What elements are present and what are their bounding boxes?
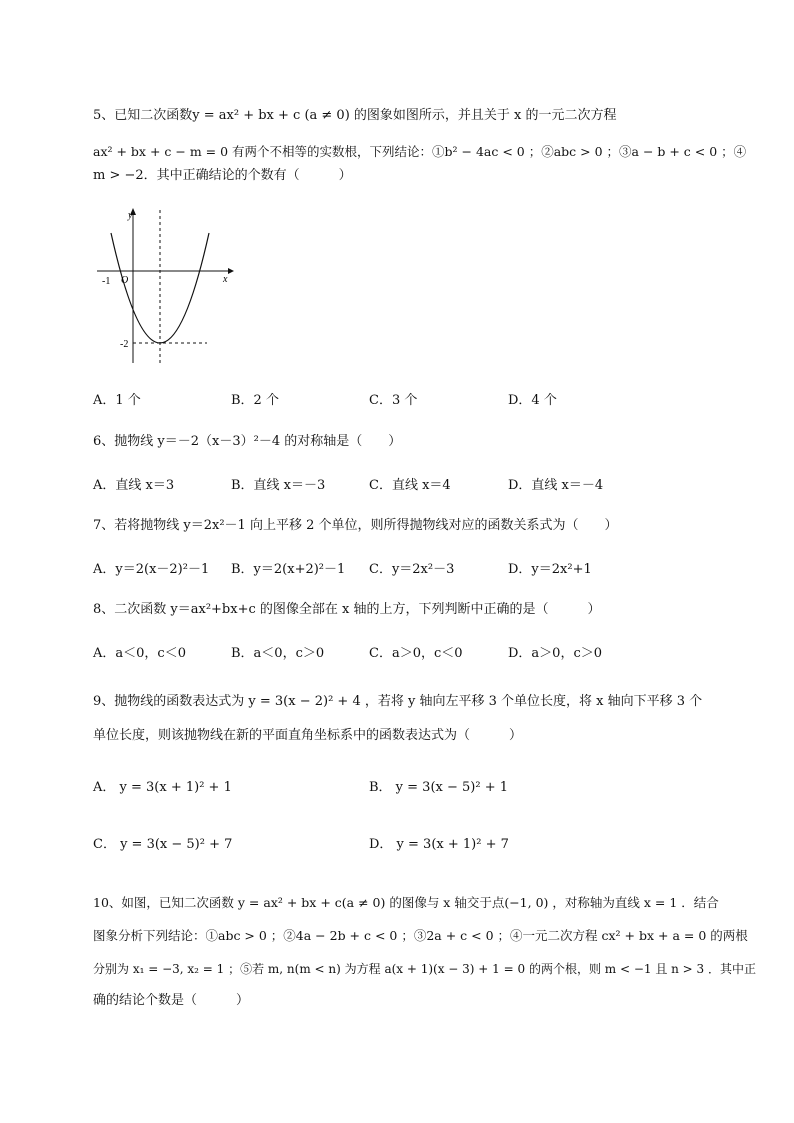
q6-stem: 6、抛物线 y＝－2（x－3）²－4 的对称轴是（ ） [93, 434, 402, 449]
q9-option-b[interactable]: B． y = 3(x − 5)² + 1 [369, 780, 509, 795]
q5-stem-line1: 5、已知二次函数y = ax² + bx + c (a ≠ 0) 的图象如图所示，并且关于 x 的一元二次方程 [93, 108, 617, 123]
q9-stem-line2: 单位长度，则该抛物线在新的平面直角坐标系中的函数表达式为（ ） [93, 728, 523, 743]
y-axis-label: y [128, 210, 133, 221]
q5-option-b[interactable]: B．2 个 [231, 393, 279, 408]
q5-stem-line2: ax² + bx + c − m = 0 有两个不相等的实数根，下列结论：①b² − 4ac < 0 ；②abc > 0 ；③a − b + c < 0 ；④ [93, 144, 747, 159]
minus-one-label: -1 [102, 276, 111, 287]
q8-option-d[interactable]: D．a＞0，c＞0 [508, 646, 602, 661]
q7-stem: 7、若将抛物线 y＝2x²－1 向上平移 2 个单位，则所得抛物线对应的函数关系式为（ ） [93, 518, 618, 533]
q10-stem-line2: 图象分析下列结论：①abc > 0 ；②4a − 2b + c < 0 ；③2a + c < 0 ；④一元二次方程 cx² + bx + a = 0 的两根 [93, 928, 748, 943]
q6-option-d[interactable]: D．直线 x＝－4 [508, 478, 604, 493]
x-axis-label: x [223, 274, 228, 285]
q5-parabola-graph [95, 205, 235, 365]
q5-option-c[interactable]: C．3 个 [369, 393, 418, 408]
q8-option-a[interactable]: A．a＜0，c＜0 [93, 646, 186, 661]
q5-stem-line3: m > −2．其中正确结论的个数有（ ） [93, 168, 352, 183]
q8-option-c[interactable]: C．a＞0，c＜0 [369, 646, 463, 661]
q10-stem-line3: 分别为 x₁ = −3, x₂ = 1 ；⑤若 m, n(m < n) 为方程 a(x + 1)(x − 3) + 1 = 0 的两个根，则 m < −1 且 n > 3 ．其中正 [93, 962, 757, 976]
q7-option-b[interactable]: B．y＝2(x+2)²－1 [231, 562, 346, 577]
x-axis-arrow [228, 268, 234, 274]
q5-option-d[interactable]: D．4 个 [508, 393, 557, 408]
q6-option-a[interactable]: A．直线 x＝3 [93, 478, 175, 493]
q10-stem-line4: 确的结论个数是（ ） [93, 993, 250, 1008]
q9-option-d[interactable]: D． y = 3(x + 1)² + 7 [369, 837, 509, 852]
minus-two-label: -2 [120, 339, 129, 350]
q7-option-d[interactable]: D．y＝2x²+1 [508, 562, 592, 577]
q6-option-c[interactable]: C．直线 x＝4 [369, 478, 451, 493]
q7-option-c[interactable]: C．y＝2x²－3 [369, 562, 455, 577]
origin-label: O [121, 275, 129, 286]
q9-stem-line1: 9、抛物线的函数表达式为 y = 3(x − 2)² + 4 ，若将 y 轴向左平移 3 个单位长度，将 x 轴向下平移 3 个 [93, 694, 703, 709]
q9-option-c[interactable]: C． y = 3(x − 5)² + 7 [93, 837, 233, 852]
q5-option-a[interactable]: A．1 个 [93, 393, 141, 408]
q6-option-b[interactable]: B．直线 x＝－3 [231, 478, 326, 493]
q9-option-a[interactable]: A． y = 3(x + 1)² + 1 [93, 780, 232, 795]
q8-option-b[interactable]: B．a＜0，c＞0 [231, 646, 325, 661]
q10-stem-line1: 10、如图，已知二次函数 y = ax² + bx + c(a ≠ 0) 的图像与 x 轴交于点(−1, 0) ，对称轴为直线 x = 1 ．结合 [93, 895, 719, 910]
q7-option-a[interactable]: A．y＝2(x－2)²－1 [93, 562, 210, 577]
q8-stem: 8、二次函数 y＝ax²+bx+c 的图像全部在 x 轴的上方，下列判断中正确的是（ ） [93, 602, 601, 617]
